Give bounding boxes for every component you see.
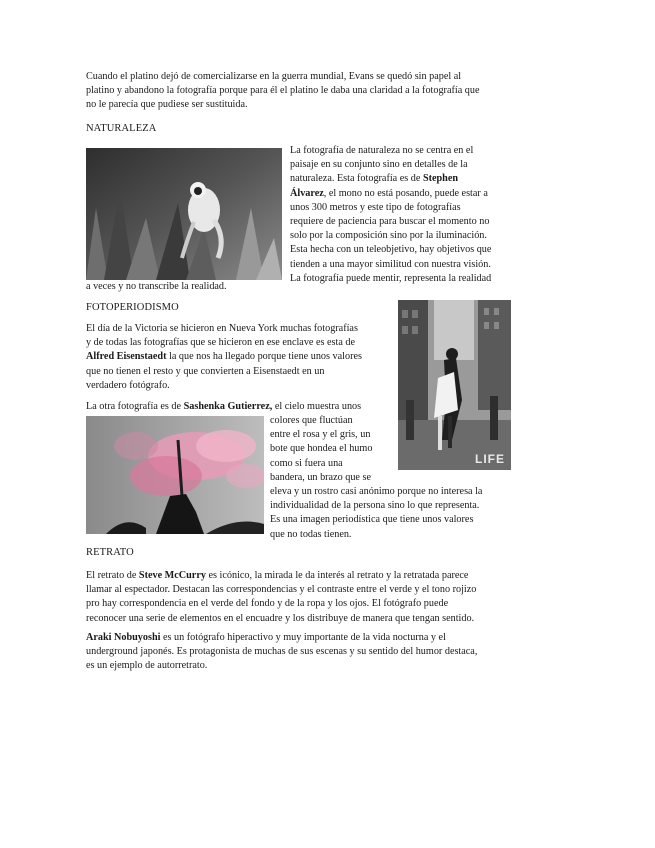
naturaleza-line: La fotografía puede mentir, representa la realidad	[290, 272, 492, 284]
retrato-text: es icónico, la mirada le da interés al retrato y la retratada parece	[205, 570, 469, 581]
intro-line: no le parecía que pudiese ser sustituida.	[86, 99, 248, 111]
naturaleza-line	[290, 172, 491, 186]
fotoperiodismo-line: El día de la Victoria se hicieron en Nueva York muchas fotografías	[86, 323, 358, 334]
fotoperiodismo-line: y de todas las fotografías que se hicieron en ese enclave es esta de	[86, 337, 356, 349]
photographer-name: Steve McCurry	[138, 570, 206, 581]
naturaleza-line: paisaje en su conjunto sino en detalles de la	[290, 159, 468, 171]
naturaleza-line: unos 300 metros y este tipo de fotografías	[290, 201, 461, 213]
fotoperiodismo-line: que no todas tienen.	[270, 528, 352, 540]
fotoperiodismo-line	[86, 350, 362, 364]
naturaleza-line	[290, 187, 491, 201]
photographer-name: Alfred Eisenstaedt	[86, 351, 167, 363]
section-heading-fotoperiodismo: FOTOPERIODISMO	[86, 302, 179, 313]
section-heading-naturaleza: NATURALEZA	[86, 123, 157, 134]
naturaleza-line: solo por la composición sino por la iluminación.	[290, 230, 487, 242]
intro-line: platino y abandono la fotografía porque para él el platino le daba una claridad a la fotografía que	[86, 85, 480, 97]
naturaleza-line: La fotografía de naturaleza no se centra en el	[290, 145, 474, 156]
fotoperiodismo-line: eleva y un rostro casi anónimo porque no interesa la	[270, 486, 483, 498]
retrato-line	[86, 631, 477, 645]
fotoperiodismo-line: individualidad de la persona sino lo que representa.	[270, 500, 480, 512]
monkey-photo-icon	[86, 148, 282, 280]
fotoperiodismo-paragraph-2-first	[86, 400, 361, 414]
naturaleza-line: Esta hecha con un teleobjetivo, hay objetivos que	[290, 244, 492, 256]
photographer-name: Stephen	[422, 173, 459, 185]
retrato-line: pro hay correspondencia en el verde del fondo y de la ropa y los ojos. El fotógrafo puede	[86, 598, 449, 610]
intro-line: Cuando el platino dejó de comercializarse en la guerra mundial, Evans se quedó sin papel al	[86, 71, 462, 82]
retrato-text: El retrato de	[86, 570, 139, 581]
retrato-paragraph-2	[86, 631, 477, 674]
naturaleza-text: , el mono no está posando, puede estar a	[323, 187, 488, 199]
life-watermark: LIFE	[475, 452, 505, 466]
fotoperiodismo-line: bandera, un brazo que se	[270, 471, 371, 483]
pink-smoke-photo-icon	[86, 416, 264, 534]
naturaleza-text: naturaleza. Esta fotografía es de	[290, 173, 423, 185]
retrato-line: es un ejemplo de autorretrato.	[86, 660, 208, 672]
naturaleza-line: a veces y no transcribe la realidad.	[86, 281, 227, 292]
retrato-line: reconocer una serie de elementos en el encuadre y los distribuye de manera que tengan sentido.	[86, 612, 475, 624]
photographer-name: Sashenka Gutierrez,	[183, 401, 273, 412]
retrato-line: underground japonés. Es protagonista de muchas de sus escenas y su sentido del humor destaca,	[86, 646, 478, 658]
retrato-text: es un fotógrafo hiperactivo y muy importante de la vida nocturna y el	[160, 632, 446, 643]
photographer-name: Araki Nobuyoshi	[86, 632, 161, 643]
fotoperiodismo-line: bote que hondea el humo	[270, 443, 373, 455]
intro-paragraph	[86, 70, 479, 113]
fotoperiodismo-line: que no tienen el resto y que convierten a Eisenstaedt en un	[86, 365, 325, 377]
naturaleza-paragraph	[290, 144, 491, 286]
naturaleza-line: requiere de paciencia para buscar el momento no	[290, 216, 490, 228]
fotoperiodismo-paragraph-1	[86, 322, 362, 393]
fotoperiodismo-text: la que nos ha llegado porque tiene unos valores	[166, 351, 362, 363]
fotoperiodismo-line: Es una imagen periodística que tiene unos valores	[270, 514, 474, 526]
fotoperiodismo-line: como si fuera una	[270, 457, 343, 469]
naturaleza-paragraph-end	[86, 280, 227, 294]
retrato-line	[86, 569, 476, 583]
retrato-paragraph-1	[86, 569, 476, 626]
fotoperiodismo-line: colores que fluctúan	[270, 415, 353, 426]
fotoperiodismo-line: entre el rosa y el gris, un	[270, 429, 371, 441]
fotoperiodismo-line	[86, 400, 361, 414]
fotoperiodismo-text: el cielo muestra unos	[272, 401, 362, 412]
fotoperiodismo-paragraph-2-wrap	[270, 414, 482, 542]
fotoperiodismo-line: verdadero fotógrafo.	[86, 379, 170, 391]
photographer-name: Álvarez	[290, 187, 324, 199]
naturaleza-line: tienden a una mayor similitud con nuestra visión.	[290, 258, 491, 270]
fotoperiodismo-text: La otra fotografía es de	[86, 401, 184, 412]
section-heading-retrato: RETRATO	[86, 547, 134, 558]
retrato-line: llamar al espectador. Destacan las correspondencias y el contraste entre el verde y el tono rojizo	[86, 584, 477, 596]
